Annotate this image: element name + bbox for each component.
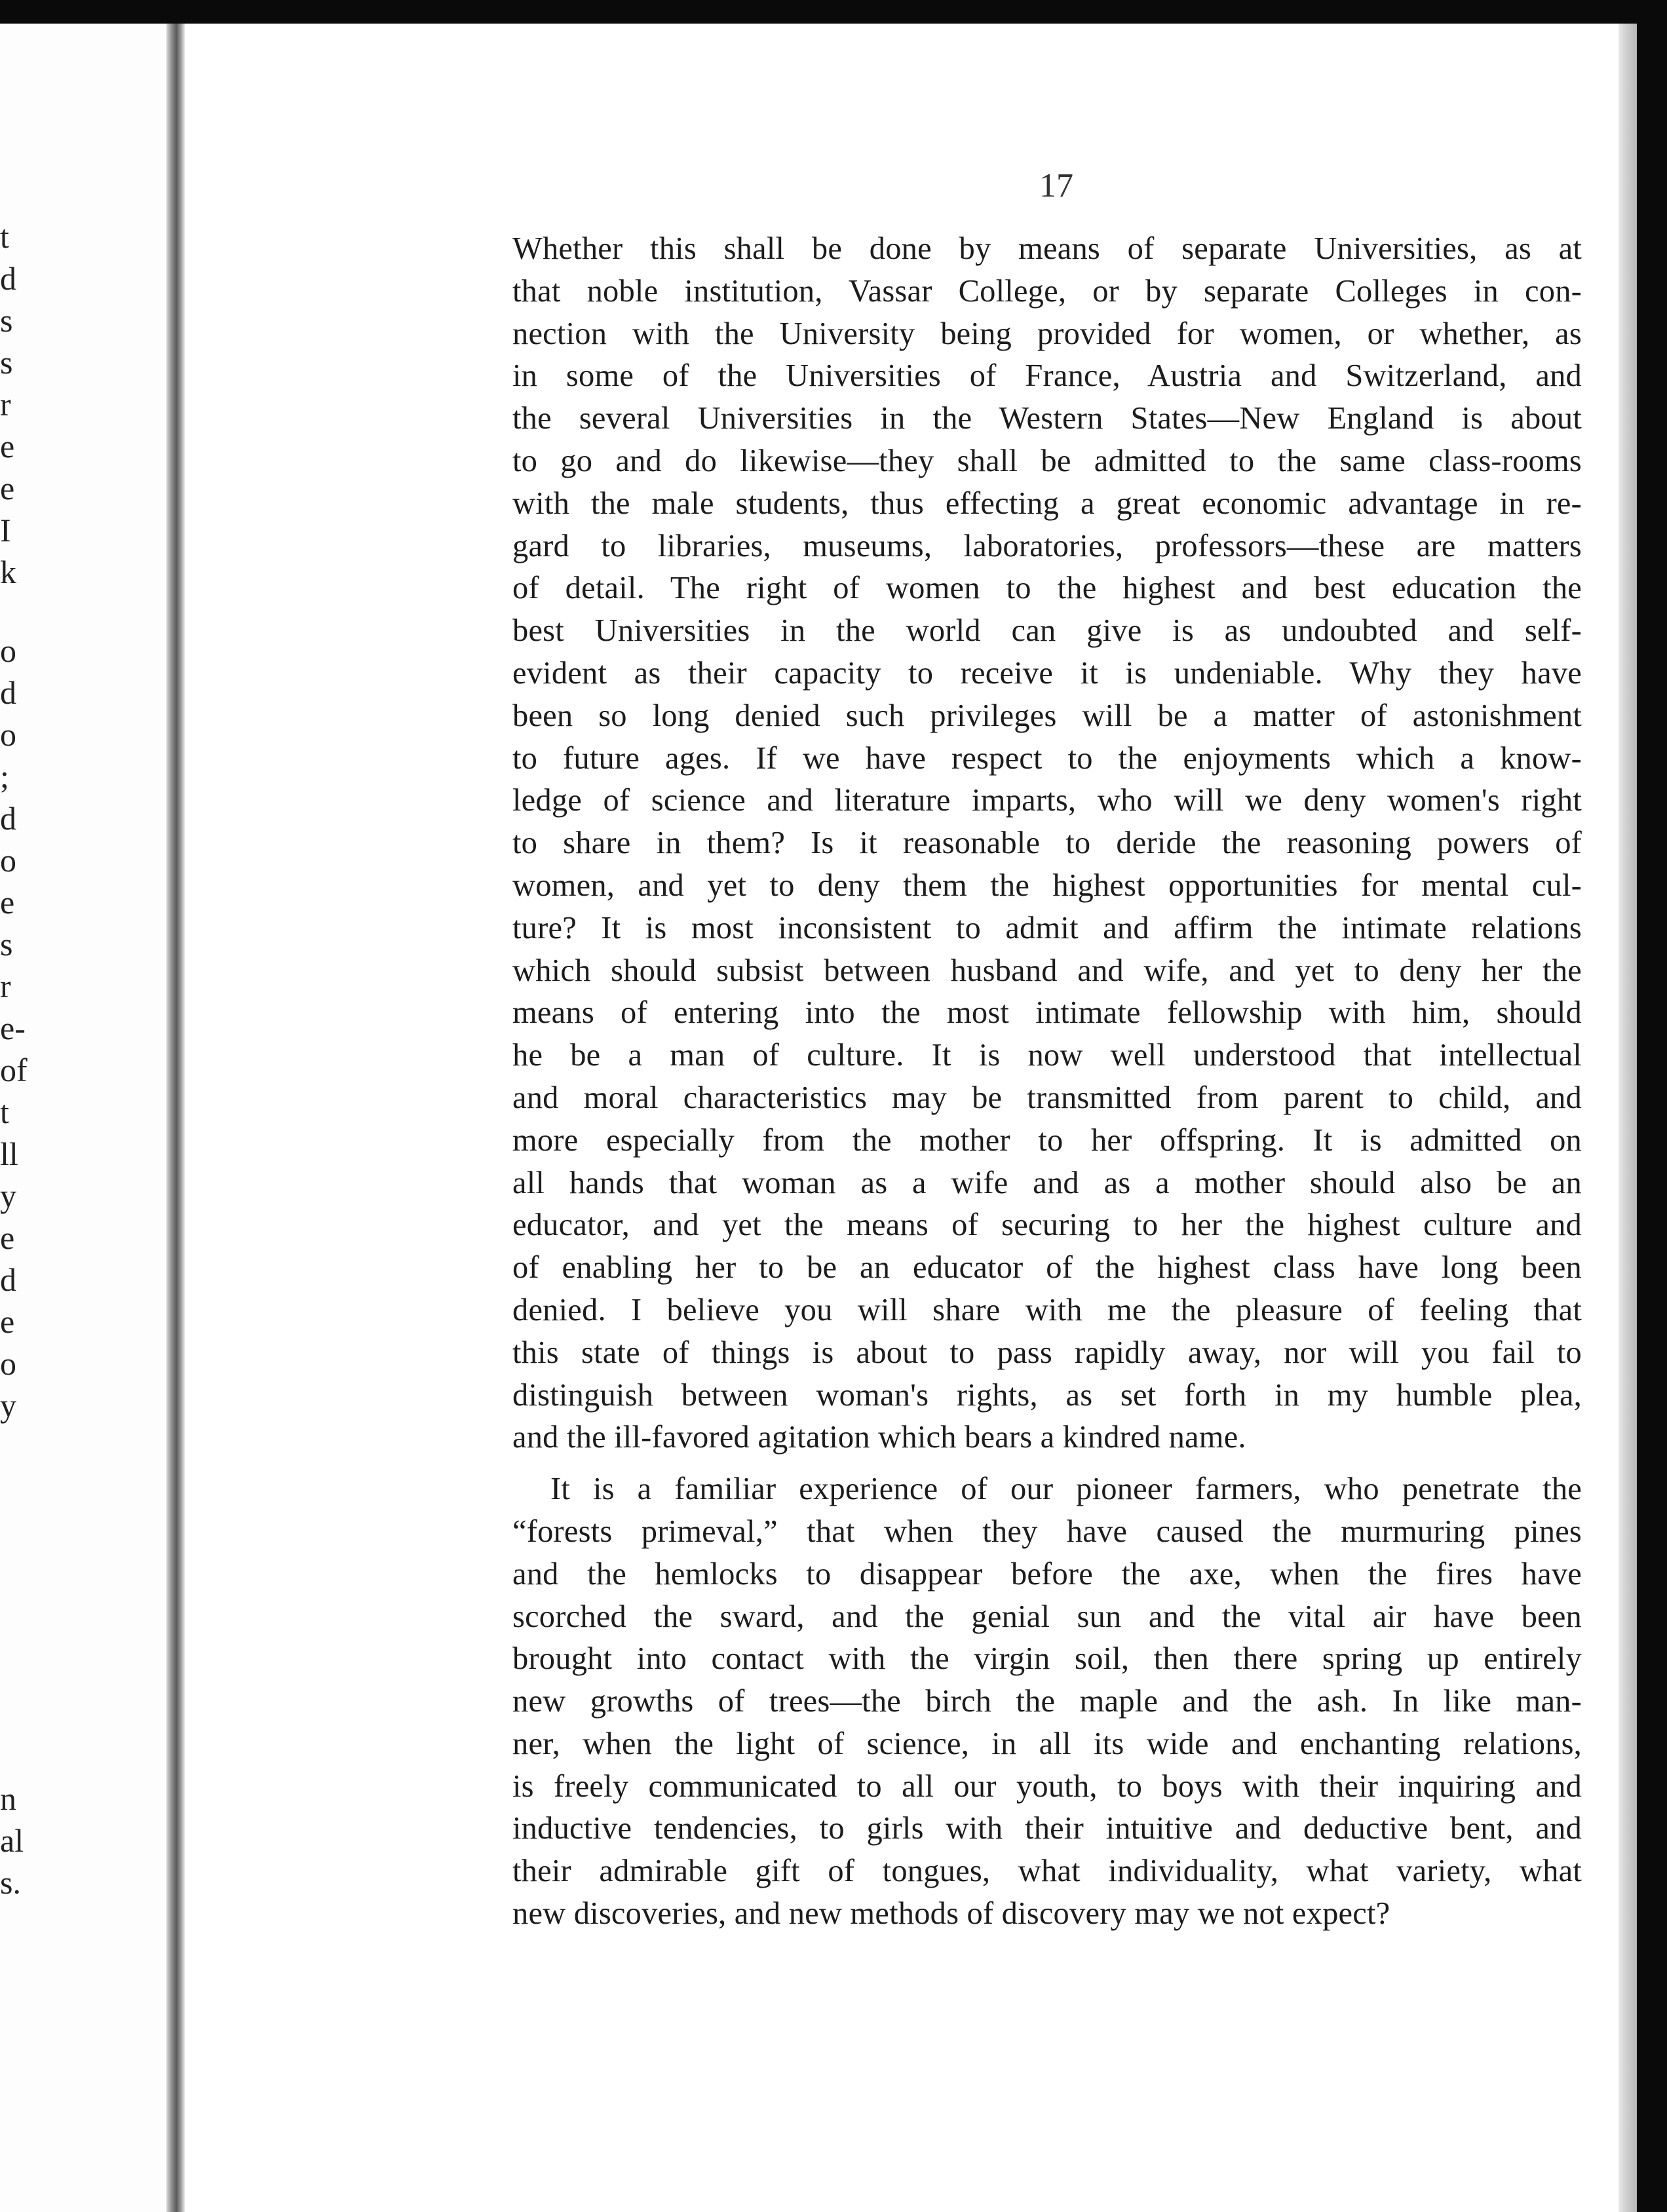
- text-line: that noble institution, Vassar College, or by separate Colleges in con-: [512, 273, 1582, 309]
- left-fragment-letter: o: [0, 632, 16, 669]
- text-line: scorched the sward, and the genial sun and the vital air have been: [512, 1599, 1582, 1634]
- left-fragment-letter: e: [0, 1219, 15, 1256]
- left-fragment-letter: e-: [0, 1010, 26, 1046]
- text-line: gard to libraries, museums, laboratories, professors—these are matters: [512, 528, 1582, 563]
- left-fragment-letter: n: [0, 1780, 16, 1817]
- left-fragment-letter: r: [0, 968, 11, 1004]
- text-line: more especially from the mother to her offspring. It is admitted on: [512, 1122, 1582, 1158]
- text-line: ner, when the light of science, in all its wide and enchanting relations,: [512, 1726, 1582, 1761]
- paragraph-gap: [512, 1459, 1582, 1468]
- text-line: their admirable gift of tongues, what individuality, what variety, what: [512, 1854, 1582, 1889]
- left-fragment-letter: ll: [0, 1135, 18, 1172]
- left-facing-page: [0, 24, 172, 2212]
- left-fragment-letter: k: [0, 554, 16, 590]
- text-line: evident as their capacity to receive it is undeniable. Why they have: [512, 655, 1582, 691]
- left-fragment-letter: t: [0, 218, 9, 255]
- text-line: of enabling her to be an educator of the highest class have long been: [512, 1250, 1582, 1286]
- text-line: all hands that woman as a wife and as a mother should also be an: [512, 1165, 1582, 1200]
- text-line: denied. I believe you will share with me the pleasure of feeling that: [512, 1292, 1582, 1327]
- left-fragment-letter: y: [0, 1387, 16, 1424]
- left-fragment-letter: r: [0, 386, 11, 423]
- paragraph: [512, 228, 1582, 1459]
- text-line: of detail. The right of women to the highest and best education the: [512, 571, 1582, 606]
- left-fragment-letter: s.: [0, 1864, 21, 1901]
- left-fragment-letter: s: [0, 926, 13, 963]
- text-line: is freely communicated to all our youth, to boys with their inquiring and: [512, 1768, 1582, 1804]
- text-line: new growths of trees—the birch the maple and the ash. In like man-: [512, 1684, 1582, 1719]
- text-line: It is a familiar experience of our pioneer farmers, who penetrate the: [550, 1472, 1582, 1507]
- text-line: the several Universities in the Western States—New England is about: [512, 401, 1582, 436]
- text-line: this state of things is about to pass rapidly away, nor will you fail to: [512, 1335, 1582, 1370]
- left-fragment-letter: ;: [0, 758, 9, 795]
- page-number: 17: [1039, 167, 1073, 204]
- text-line: ledge of science and literature imparts, who will we deny women's right: [512, 783, 1582, 818]
- left-fragment-letter: d: [0, 260, 16, 297]
- left-fragment-letter: e: [0, 1303, 15, 1340]
- text-line: he be a man of culture. It is now well understood that intellectual: [512, 1038, 1582, 1073]
- text-line: to future ages. If we have respect to the enjoyments which a know-: [512, 740, 1582, 776]
- text-line: inductive tendencies, to girls with their intuitive and deductive bent, and: [512, 1811, 1582, 1846]
- text-line: with the male students, thus effecting a great economic advantage in re-: [512, 486, 1582, 521]
- body-text: [512, 228, 1582, 1936]
- left-fragment-letter: s: [0, 344, 13, 381]
- left-fragment-letter: of: [0, 1052, 28, 1088]
- text-line: educator, and yet the means of securing to her the highest culture and: [512, 1208, 1582, 1243]
- left-fragment-letter: e: [0, 884, 15, 921]
- left-fragment-letter: o: [0, 842, 16, 879]
- text-line: Whether this shall be done by means of separate Universities, as at: [512, 231, 1582, 266]
- text-line: means of entering into the most intimate fellowship with him, should: [512, 995, 1582, 1031]
- text-line: been so long denied such privileges will be a matter of astonishment: [512, 698, 1582, 733]
- left-fragment-letter: al: [0, 1822, 24, 1859]
- text-line: and the ill-favored agitation which bears a kindred name.: [512, 1420, 1246, 1455]
- paragraph: [512, 1468, 1582, 1936]
- text-line: ture? It is most inconsistent to admit and affirm the intimate relations: [512, 910, 1582, 945]
- text-line: women, and yet to deny them the highest opportunities for mental cul-: [512, 868, 1582, 903]
- left-fragment-letter: e: [0, 428, 15, 465]
- text-line: “forests primeval,” that when they have caused the murmuring pines: [512, 1514, 1582, 1549]
- left-fragment-letter: o: [0, 1345, 16, 1382]
- left-fragment-letter: e: [0, 470, 15, 506]
- main-page: [185, 24, 1619, 2212]
- text-line: distinguish between woman's rights, as set forth in my humble plea,: [512, 1377, 1582, 1413]
- text-line: to share in them? Is it reasonable to deride the reasoning powers of: [512, 826, 1582, 861]
- left-fragment-letter: I: [0, 512, 11, 548]
- text-line: brought into contact with the virgin soil, then there spring up entirely: [512, 1641, 1582, 1677]
- left-fragment-letter: d: [0, 1261, 16, 1298]
- text-line: and moral characteristics may be transmitted from parent to child, and: [512, 1080, 1582, 1115]
- left-fragment-letter: d: [0, 674, 16, 711]
- text-line: new discoveries, and new methods of discovery may we not expect?: [512, 1896, 1390, 1932]
- left-fragment-letter: t: [0, 1094, 9, 1130]
- text-line: in some of the Universities of France, Austria and Switzerland, and: [512, 358, 1582, 394]
- left-fragment-letter: d: [0, 800, 16, 837]
- text-line: to go and do likewise—they shall be admitted to the same class-rooms: [512, 443, 1582, 478]
- text-line: best Universities in the world can give is as undoubted and self-: [512, 613, 1582, 649]
- text-line: nection with the University being provided for women, or whether, as: [512, 316, 1582, 351]
- left-fragment-letter: o: [0, 716, 16, 753]
- text-line: and the hemlocks to disappear before the axe, when the fires have: [512, 1556, 1582, 1592]
- left-fragment-letter: y: [0, 1177, 16, 1214]
- text-line: which should subsist between husband and wife, and yet to deny her the: [512, 953, 1582, 988]
- scan-border-top: [0, 0, 1667, 24]
- scan-border-right: [1637, 0, 1667, 2212]
- page-edge-shadow: [1619, 24, 1638, 2212]
- left-fragment-letter: s: [0, 302, 13, 339]
- book-gutter: [166, 24, 185, 2212]
